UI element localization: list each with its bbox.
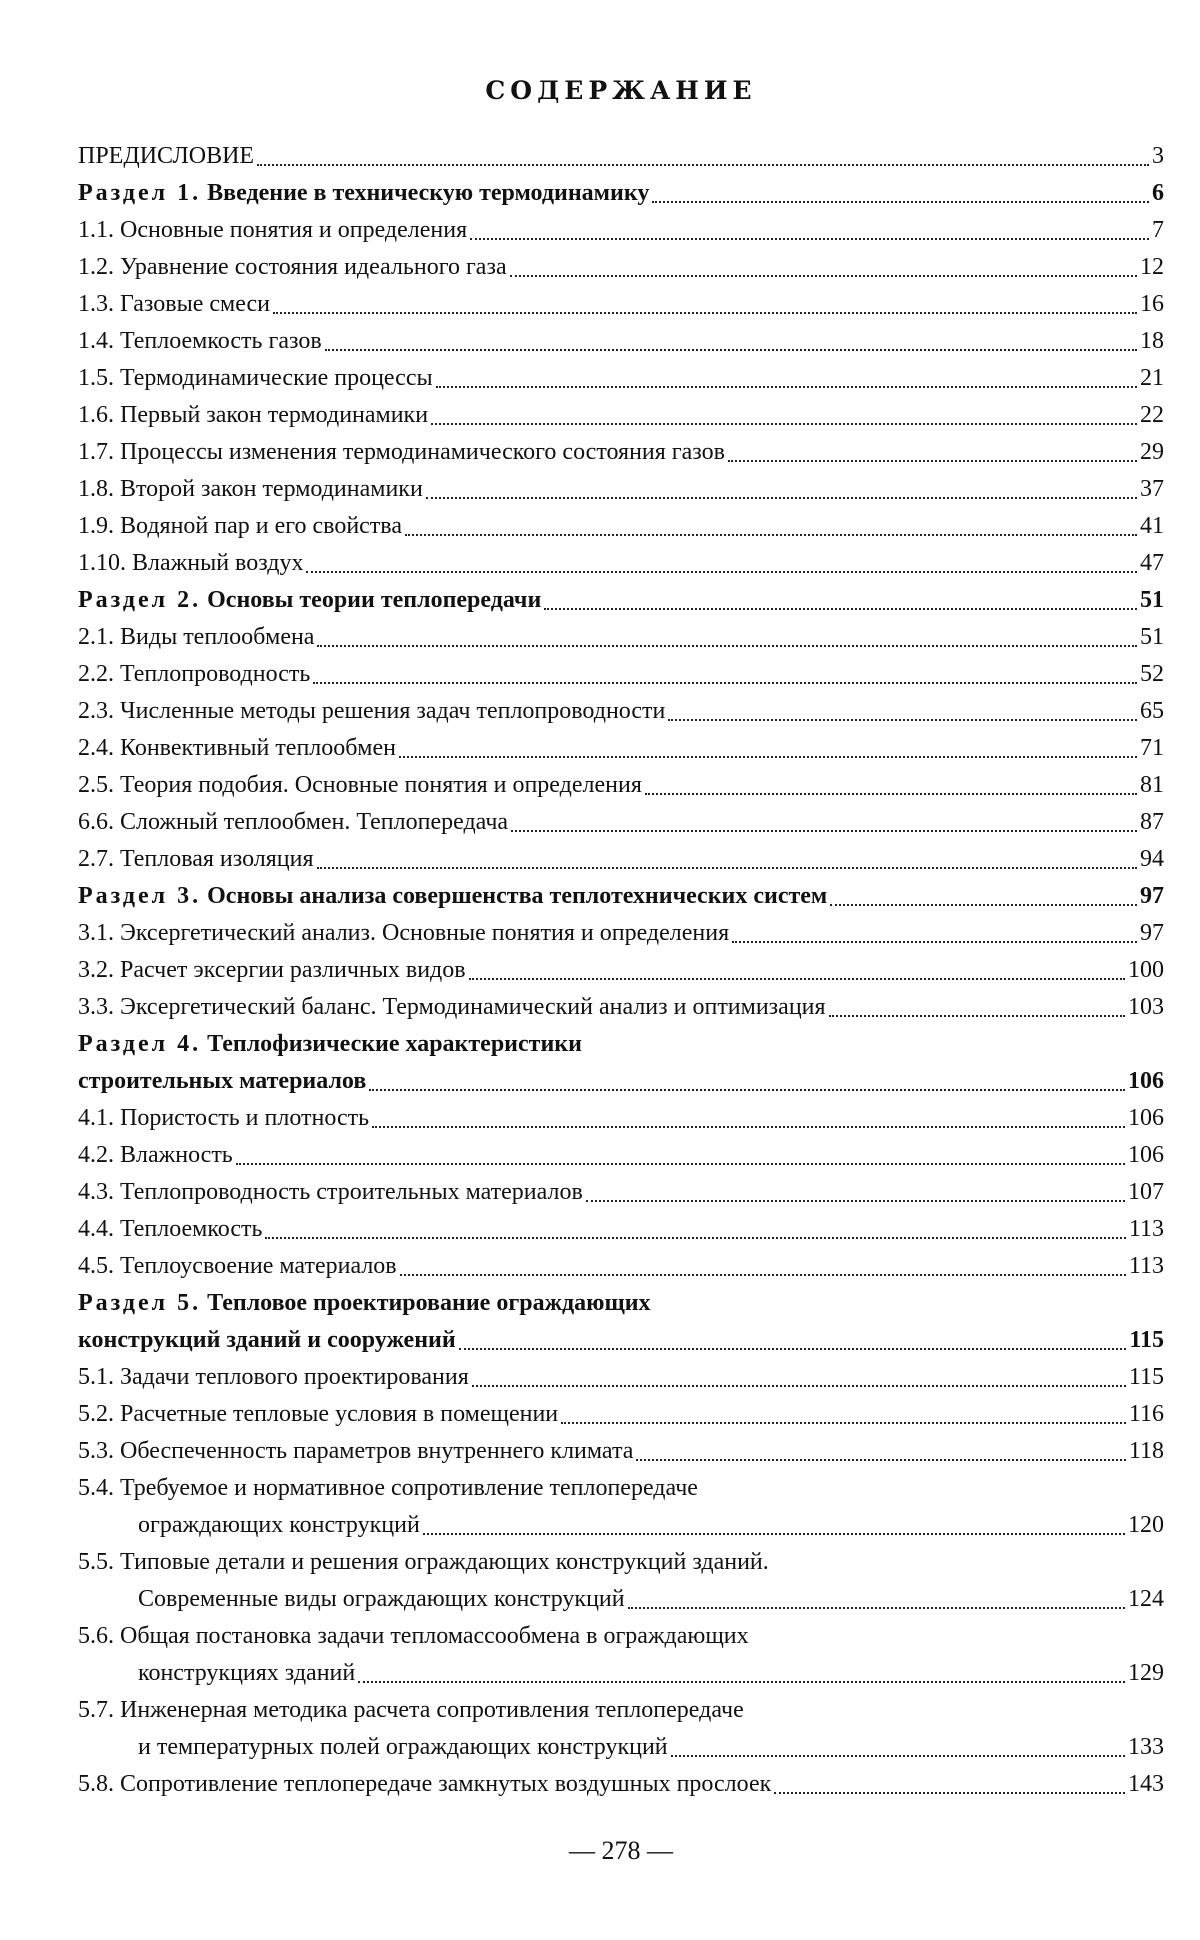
toc-entry[interactable] (78, 841, 1164, 878)
section-prefix: Раздел 4. (78, 1031, 202, 1057)
leader-dots (400, 1274, 1126, 1276)
toc-entry-label: 4.3. Теплопроводность строительных материалов (78, 1179, 583, 1205)
toc-entry-label: 2.1. Виды теплообмена (78, 624, 315, 650)
toc-entry[interactable] (78, 1581, 1164, 1618)
toc-page-number: 6 (1152, 180, 1164, 206)
section-prefix: Раздел 2. (78, 587, 202, 613)
toc-section-heading-line1 (78, 1285, 1164, 1322)
toc-page-number: 18 (1140, 328, 1164, 354)
toc-page-number: 41 (1140, 513, 1164, 539)
section-prefix: Раздел 1. (78, 180, 202, 206)
toc-page-number: 29 (1140, 439, 1164, 465)
section-prefix: Раздел 3. (78, 883, 202, 909)
leader-dots (317, 867, 1137, 869)
leader-dots (423, 1533, 1125, 1535)
leader-dots (372, 1126, 1125, 1128)
toc-entry[interactable] (78, 656, 1164, 693)
leader-dots (645, 793, 1137, 795)
leader-dots (436, 386, 1137, 388)
leader-dots (317, 645, 1137, 647)
leader-dots (369, 1089, 1125, 1091)
leader-dots (774, 1792, 1125, 1794)
toc-entry[interactable] (78, 1507, 1164, 1544)
leader-dots (829, 1015, 1125, 1017)
leader-dots (628, 1607, 1125, 1609)
toc-entry[interactable] (78, 1100, 1164, 1137)
toc-page-number: 107 (1128, 1179, 1164, 1205)
toc-page-number: 118 (1128, 1438, 1164, 1464)
toc-entry-label: конструкций зданий и сооружений (78, 1327, 456, 1353)
section-prefix: Раздел 5. (78, 1290, 202, 1316)
toc-entry-label: 3.3. Эксергетический баланс. Термодинамический анализ и оптимизация (78, 994, 826, 1020)
toc-entry-label: 5.8. Сопротивление теплопередаче замкнутых воздушных прослоек (78, 1771, 772, 1797)
toc-entry-label: ПРЕДИСЛОВИЕ (78, 143, 255, 169)
toc-entry-label: 6.6. Сложный теплообмен. Теплопередача (78, 809, 509, 835)
toc-entry-label: ограждающих конструкций (138, 1512, 420, 1538)
toc-entry-label: 5.2. Расчетные тепловые условия в помещении (78, 1401, 559, 1427)
toc-page-number: 65 (1140, 698, 1164, 724)
toc-entry-label: 2.2. Теплопроводность (78, 661, 311, 687)
leader-dots (459, 1348, 1127, 1350)
toc-page-number: 47 (1140, 550, 1164, 576)
leader-dots (510, 275, 1137, 277)
toc-entry-label: 4.4. Теплоемкость (78, 1216, 263, 1242)
toc-page-number: 106 (1128, 1068, 1164, 1094)
leader-dots (426, 497, 1137, 499)
toc-entry-line1: 5.7. Инженерная методика расчета сопротивления теплопередаче (78, 1697, 744, 1723)
toc-entry[interactable] (78, 323, 1164, 360)
leader-dots (544, 608, 1137, 610)
toc-entry-label: конструкциях зданий (138, 1660, 356, 1686)
toc-page-number: 97 (1140, 883, 1164, 909)
toc-page-number: 129 (1128, 1660, 1164, 1686)
toc-entry-label: 1.10. Влажный воздух (78, 550, 304, 576)
leader-dots (399, 756, 1137, 758)
toc-page-number: 106 (1128, 1142, 1164, 1168)
toc-entry[interactable] (78, 1655, 1164, 1692)
leader-dots (728, 460, 1137, 462)
toc-entry-label: 1.5. Термодинамические процессы (78, 365, 433, 391)
toc-page-number: 100 (1128, 957, 1164, 983)
leader-dots (469, 978, 1125, 980)
toc-page-number: 51 (1140, 587, 1164, 613)
leader-dots (405, 534, 1137, 536)
leader-dots (265, 1237, 1125, 1239)
leader-dots (325, 349, 1137, 351)
toc-entry-label: Основы теории теплопередачи (207, 587, 542, 613)
toc-page-number: 120 (1128, 1512, 1164, 1538)
toc-entry[interactable] (78, 1248, 1164, 1285)
toc-page-number: 37 (1140, 476, 1164, 502)
toc-entry-label: 2.3. Численные методы решения задач теплопроводности (78, 698, 666, 724)
toc-entry[interactable] (78, 619, 1164, 656)
toc-entry[interactable] (78, 915, 1164, 952)
toc-entry-label: и температурных полей ограждающих конструкций (138, 1734, 668, 1760)
toc-entry[interactable] (78, 1137, 1164, 1174)
toc-entry-label: 2.5. Теория подобия. Основные понятия и определения (78, 772, 642, 798)
toc-page-number: 115 (1128, 1364, 1164, 1390)
toc-entry-label: строительных материалов (78, 1068, 367, 1094)
leader-dots (671, 1755, 1125, 1757)
toc-page-number: 81 (1140, 772, 1164, 798)
toc-entry-label: Современные виды ограждающих конструкций (138, 1586, 625, 1612)
leader-dots (586, 1200, 1125, 1202)
toc-entry-line1: 5.4. Требуемое и нормативное сопротивление теплопередаче (78, 1475, 698, 1501)
toc-page-number: 12 (1140, 254, 1164, 280)
toc-page-number: 97 (1140, 920, 1164, 946)
toc-page-number: 71 (1140, 735, 1164, 761)
page-number-footer: — 278 — (569, 1836, 673, 1865)
toc-section-heading[interactable] (78, 1063, 1164, 1100)
toc-page-number: 106 (1128, 1105, 1164, 1131)
toc-entry-line1: 5.5. Типовые детали и решения ограждающих конструкций зданий. (78, 1549, 769, 1575)
toc-page-number: 113 (1128, 1253, 1164, 1279)
toc-entry[interactable] (78, 508, 1164, 545)
toc-section-heading-line1 (78, 1026, 1164, 1063)
toc-page-number: 116 (1128, 1401, 1164, 1427)
leader-dots (313, 682, 1137, 684)
leader-dots (358, 1681, 1125, 1683)
leader-dots (273, 312, 1137, 314)
toc-page-number: 51 (1140, 624, 1164, 650)
toc-entry[interactable] (78, 212, 1164, 249)
toc-entry-label: 2.7. Тепловая изоляция (78, 846, 314, 872)
toc-section-heading[interactable] (78, 1322, 1164, 1359)
toc-page-number: 21 (1140, 365, 1164, 391)
toc-page (78, 0, 1164, 1940)
leader-dots (472, 1385, 1126, 1387)
toc-entry[interactable] (78, 249, 1164, 286)
toc-section-heading[interactable] (78, 878, 1164, 915)
toc-entry-label: 5.3. Обеспеченность параметров внутреннего климата (78, 1438, 634, 1464)
toc-page-number: 87 (1140, 809, 1164, 835)
toc-entry[interactable] (78, 1766, 1164, 1803)
toc-entry[interactable] (78, 1433, 1164, 1470)
toc-entry-label-line1: Теплофизические характеристики (207, 1031, 582, 1057)
table-of-contents (78, 138, 1164, 1803)
toc-entry-label: 4.1. Пористость и плотность (78, 1105, 370, 1131)
toc-page-number: 16 (1140, 291, 1164, 317)
leader-dots (236, 1163, 1125, 1165)
toc-entry[interactable] (78, 1396, 1164, 1433)
toc-entry[interactable] (78, 952, 1164, 989)
toc-entry[interactable] (78, 1174, 1164, 1211)
toc-entry[interactable] (78, 730, 1164, 767)
toc-entry-label: 1.8. Второй закон термодинамики (78, 476, 423, 502)
toc-entry-label: 1.7. Процессы изменения термодинамического состояния газов (78, 439, 725, 465)
toc-page-number: 3 (1152, 143, 1164, 169)
toc-entry[interactable] (78, 471, 1164, 508)
toc-entry[interactable] (78, 286, 1164, 323)
toc-entry[interactable] (78, 693, 1164, 730)
toc-page-number: 133 (1128, 1734, 1164, 1760)
toc-section-heading[interactable] (78, 582, 1164, 619)
toc-entry[interactable] (78, 360, 1164, 397)
leader-dots (652, 201, 1149, 203)
toc-entry-label: 1.1. Основные понятия и определения (78, 217, 468, 243)
toc-entry[interactable] (78, 767, 1164, 804)
leader-dots (470, 238, 1149, 240)
toc-entry-label-line1: Тепловое проектирование ограждающих (207, 1290, 651, 1316)
toc-page-number: 7 (1152, 217, 1164, 243)
toc-entry-label: 3.1. Эксергетический анализ. Основные понятия и определения (78, 920, 730, 946)
toc-entry-label: 2.4. Конвективный теплообмен (78, 735, 396, 761)
toc-entry-label: 3.2. Расчет эксергии различных видов (78, 957, 466, 983)
toc-entry[interactable] (78, 1359, 1164, 1396)
toc-entry[interactable] (78, 397, 1164, 434)
toc-page-number: 94 (1140, 846, 1164, 872)
toc-entry-label: 1.4. Теплоемкость газов (78, 328, 322, 354)
toc-entry-label: Основы анализа совершенства теплотехнических систем (207, 883, 828, 909)
toc-entry-label: 1.6. Первый закон термодинамики (78, 402, 429, 428)
toc-entry-label: 1.3. Газовые смеси (78, 291, 270, 317)
toc-page-number: 22 (1140, 402, 1164, 428)
toc-page-number: 113 (1128, 1216, 1164, 1242)
toc-page-number: 103 (1128, 994, 1164, 1020)
toc-entry[interactable] (78, 1729, 1164, 1766)
leader-dots (668, 719, 1137, 721)
toc-entry[interactable] (78, 138, 1164, 175)
toc-entry-line1: 5.6. Общая постановка задачи тепломассообмена в ограждающих (78, 1623, 749, 1649)
toc-page-number: 143 (1128, 1771, 1164, 1797)
leader-dots (257, 164, 1149, 166)
leader-dots (636, 1459, 1126, 1461)
leader-dots (306, 571, 1137, 573)
toc-entry[interactable] (78, 434, 1164, 471)
toc-entry-label: 4.2. Влажность (78, 1142, 233, 1168)
leader-dots (561, 1422, 1126, 1424)
toc-entry[interactable] (78, 545, 1164, 582)
leader-dots (431, 423, 1137, 425)
toc-entry-label: Введение в техническую термодинамику (207, 180, 650, 206)
toc-entry-label: 1.2. Уравнение состояния идеального газа (78, 254, 507, 280)
toc-page-number: 124 (1128, 1586, 1164, 1612)
toc-entry-label: 1.9. Водяной пар и его свойства (78, 513, 402, 539)
leader-dots (511, 830, 1137, 832)
toc-entry[interactable] (78, 804, 1164, 841)
toc-entry-label: 4.5. Теплоусвоение материалов (78, 1253, 397, 1279)
leader-dots (732, 941, 1137, 943)
toc-page-number: 115 (1129, 1327, 1164, 1353)
toc-entry-label: 5.1. Задачи теплового проектирования (78, 1364, 469, 1390)
leader-dots (830, 904, 1137, 906)
toc-page-number: 52 (1140, 661, 1164, 687)
toc-entry[interactable] (78, 1211, 1164, 1248)
toc-entry[interactable] (78, 989, 1164, 1026)
toc-section-heading[interactable] (78, 175, 1164, 212)
page-title: СОДЕРЖАНИЕ (485, 76, 757, 105)
